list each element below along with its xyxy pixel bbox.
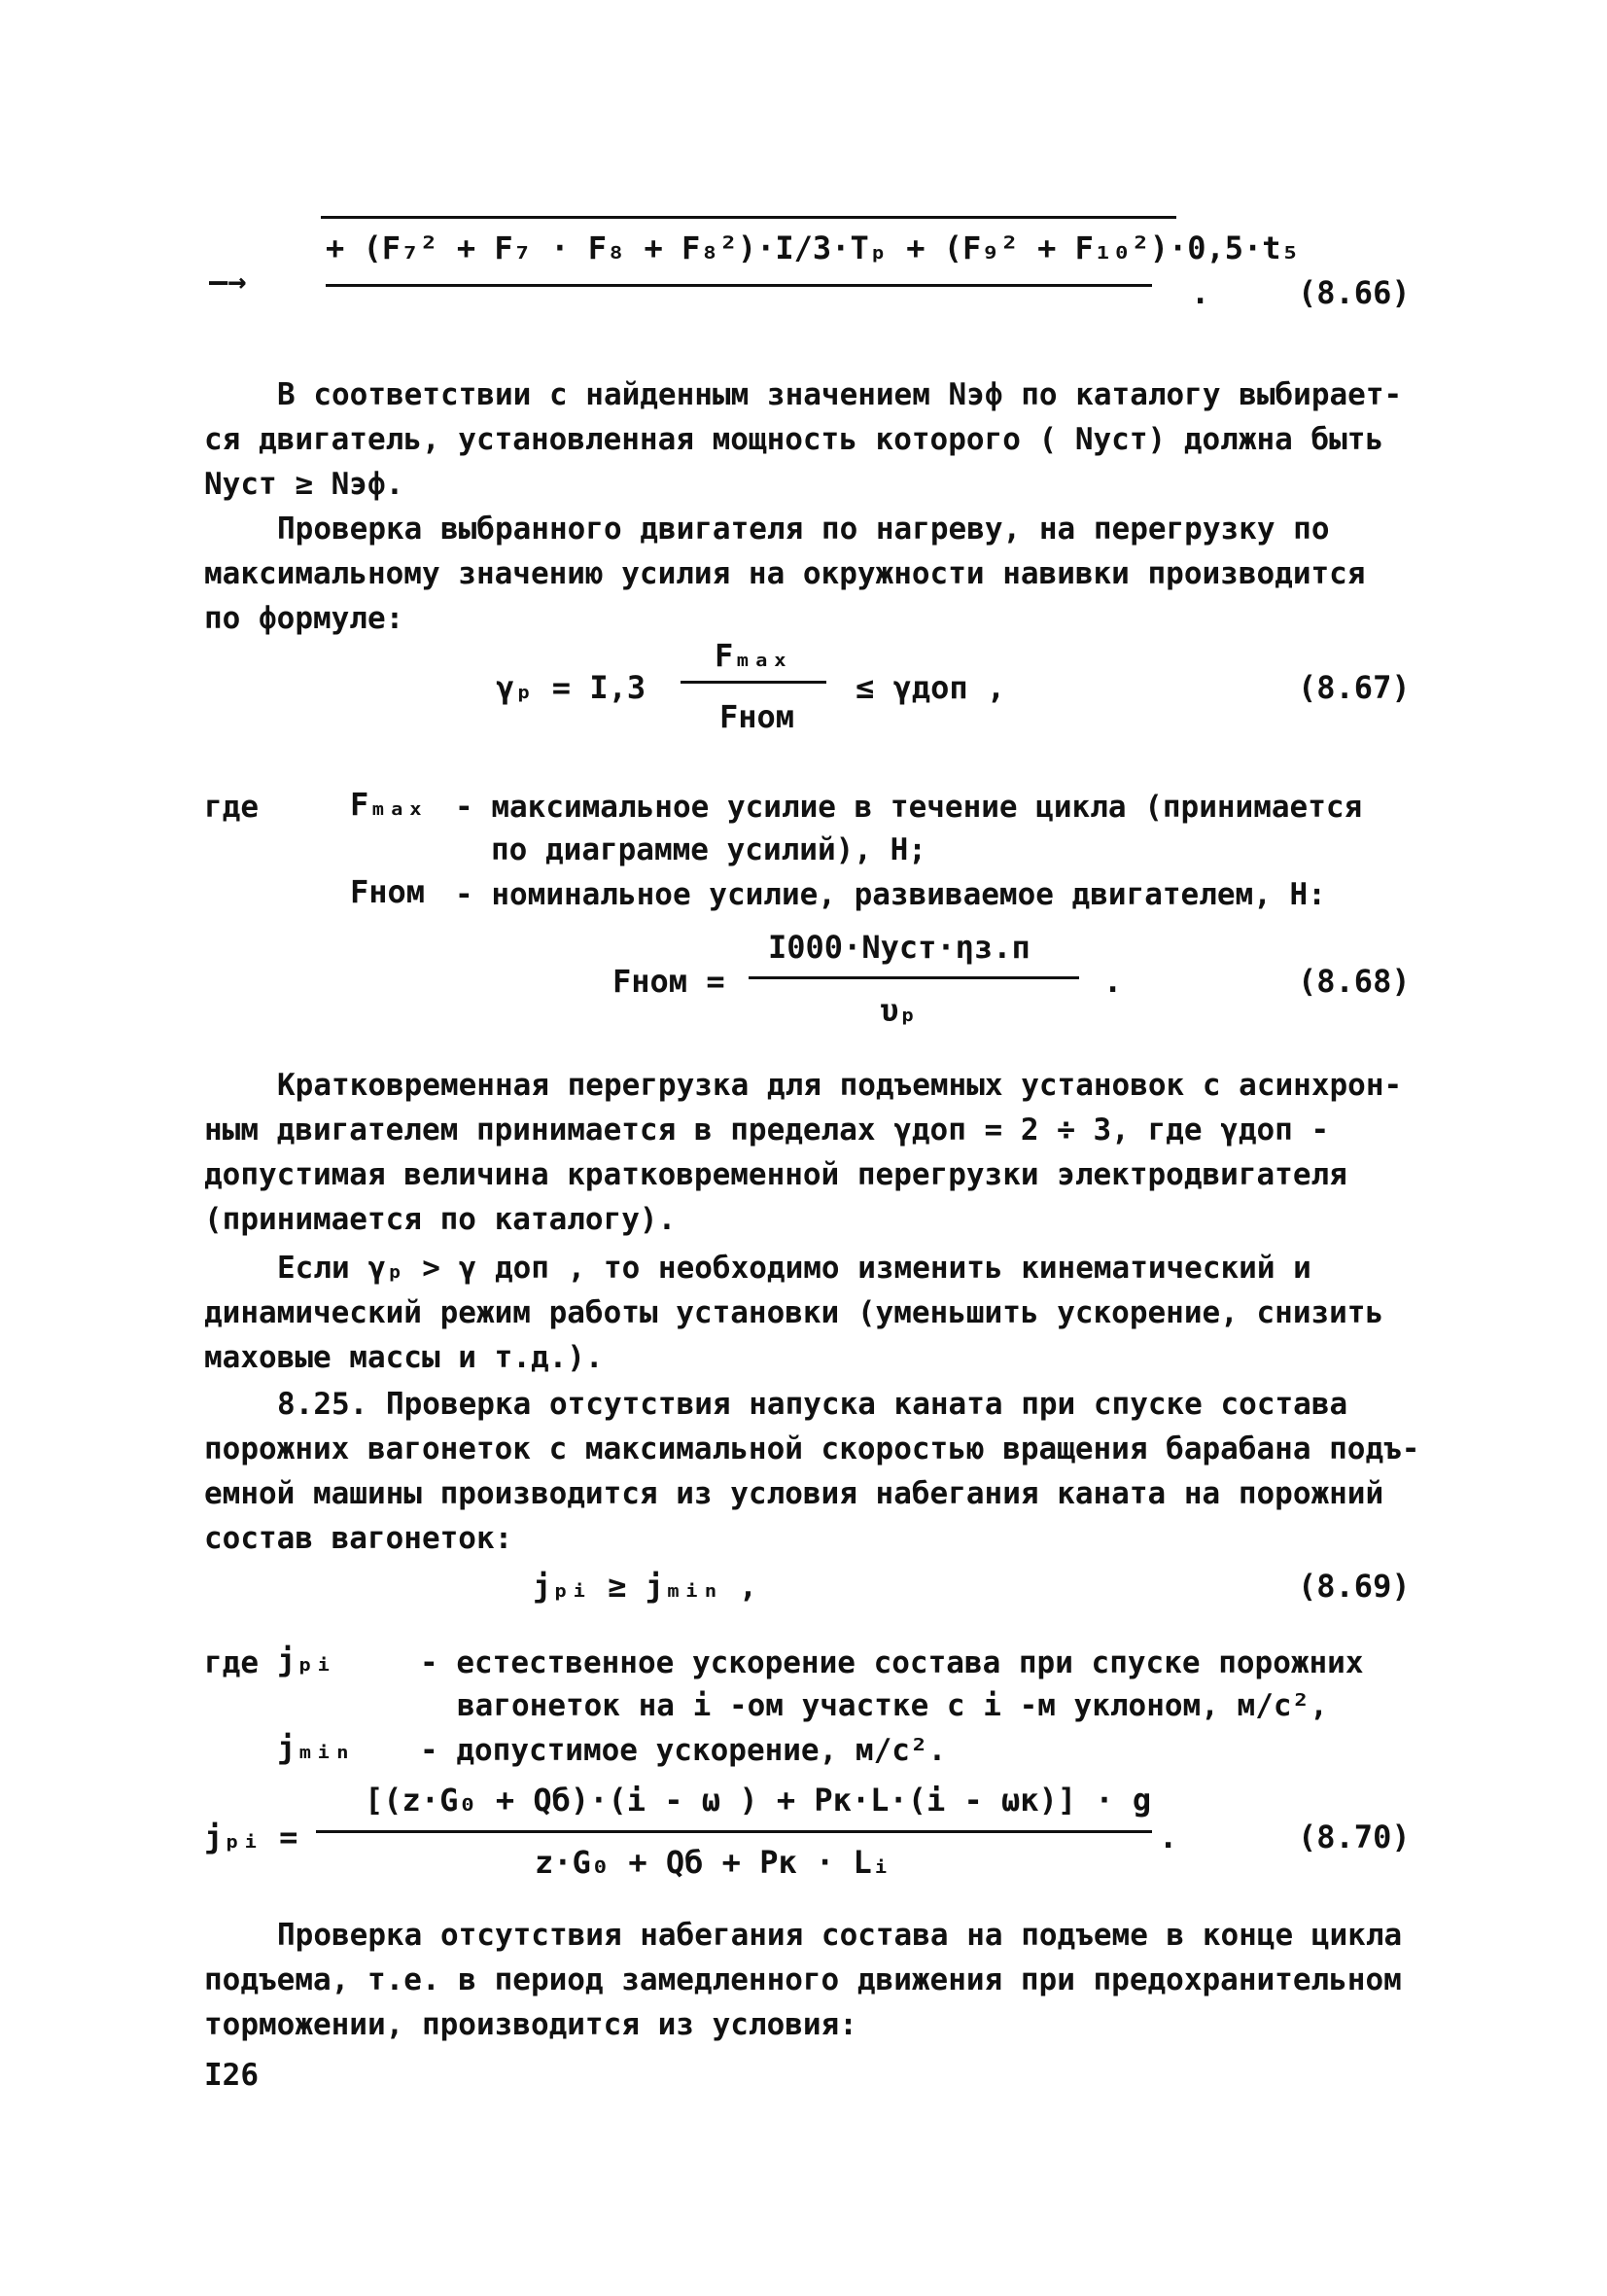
text-line: максимальному значению усилия на окружности навивки производится: [204, 556, 1366, 591]
text-line: (принимается по каталогу).: [204, 1202, 677, 1237]
text-line: порожних вагонеток с максимальной скоростью вращения барабана подъ-: [204, 1431, 1420, 1466]
definition-text: - естественное ускорение состава при спуске порожних: [420, 1645, 1364, 1680]
text-line: В соответствии с найденным значением Nэф по каталогу выбирает-: [277, 377, 1403, 412]
definition-text: по диаграмме усилий), Н;: [491, 832, 926, 867]
formula-lhs: γₚ = I,3: [496, 669, 646, 706]
formula-expression: jₚᵢ ≥ jₘᵢₙ ,: [533, 1568, 758, 1605]
fraction-bar: [681, 681, 826, 684]
text-line: Проверка выбранного двигателя по нагреву, на перегрузку по: [277, 512, 1330, 547]
fraction-bar: [749, 976, 1079, 979]
text-line: по формуле:: [204, 601, 404, 636]
text-line: ся двигатель, установленная мощность которого ( Nуст) должна быть: [204, 422, 1384, 457]
equation-number: (8.69): [1298, 1568, 1411, 1605]
formula-numerator: Fₘₐₓ: [715, 637, 790, 674]
where-label: где: [204, 1645, 259, 1680]
symbol: Fₘₐₓ: [350, 786, 426, 823]
text-line: ным двигателем принимается в пределах γдоп = 2 ÷ 3, где γдоп -: [204, 1113, 1330, 1148]
definition-text: - допустимое ускорение, м/с².: [420, 1733, 947, 1768]
text-line: Проверка отсутствия набегания состава на подъеме в конце цикла: [277, 1918, 1403, 1953]
formula-end-dot: .: [1191, 274, 1210, 311]
formula-denominator: Fном: [719, 698, 795, 735]
formula-denominator: z·G₀ + Qб + Pк · Lᵢ: [535, 1844, 891, 1881]
formula-numerator: I000·Nуст·ηз.п: [768, 929, 1031, 966]
formula-lhs: jₚᵢ =: [204, 1819, 298, 1855]
text-line: торможении, производится из условия:: [204, 2007, 857, 2042]
text-line: динамический режим работы установки (уменьшить ускорение, снизить: [204, 1295, 1384, 1330]
where-label: где: [204, 790, 259, 825]
text-line: Если γₚ > γ доп , то необходимо изменить кинематический и: [277, 1251, 1311, 1286]
definition-text: вагонеток на i -ом участке с i -м уклоном, м/с²,: [457, 1688, 1328, 1723]
definition-text: - номинальное усилие, развиваемое двигателем, Н:: [455, 877, 1326, 912]
formula-end-dot: .: [1159, 1819, 1178, 1855]
text-line: состав вагонеток:: [204, 1521, 513, 1556]
formula-end-dot: .: [1103, 963, 1123, 1000]
text-line: Кратковременная перегрузка для подъемных установок с асинхрон-: [277, 1068, 1403, 1103]
equation-number: (8.67): [1298, 669, 1411, 706]
text-line: маховые массы и т.д.).: [204, 1340, 604, 1375]
formula-top-rule: [321, 216, 1176, 219]
text-line: Nуст ≥ Nэф.: [204, 467, 404, 502]
fraction-bar: [326, 284, 1152, 287]
fraction-bar: [316, 1830, 1152, 1833]
text-line: емной машины производится из условия набегания каната на порожний: [204, 1476, 1384, 1511]
formula-arrow: —→: [209, 263, 247, 300]
equation-number: (8.66): [1298, 274, 1411, 311]
equation-number: (8.68): [1298, 963, 1411, 1000]
formula-numerator: [(z·G₀ + Qб)·(i - ω ) + Pк·L·(i - ωк)] · g: [365, 1782, 1152, 1819]
text-line: 8.25. Проверка отсутствия напуска каната при спуске состава: [277, 1387, 1348, 1422]
definition-text: - максимальное усилие в течение цикла (принимается: [455, 790, 1363, 825]
equation-number: (8.70): [1298, 1819, 1411, 1855]
formula-lhs: Fном =: [612, 963, 725, 1000]
symbol: jₘᵢₙ: [277, 1729, 353, 1766]
page-number: I26: [204, 2058, 259, 2093]
symbol: jₚᵢ: [277, 1642, 333, 1678]
formula-denominator: υₚ: [880, 992, 918, 1029]
formula-numerator: + (F₇² + F₇ · F₈ + F₈²)·I/3·Tₚ + (F₉² + F₁₀²)·0,5·t₅: [326, 230, 1300, 266]
symbol: Fном: [350, 873, 426, 910]
text-line: подъема, т.е. в период замедленного движения при предохранительном: [204, 1962, 1402, 1997]
text-line: допустимая величина кратковременной перегрузки электродвигателя: [204, 1157, 1347, 1192]
formula-rhs: ≤ γдоп ,: [856, 669, 1006, 706]
